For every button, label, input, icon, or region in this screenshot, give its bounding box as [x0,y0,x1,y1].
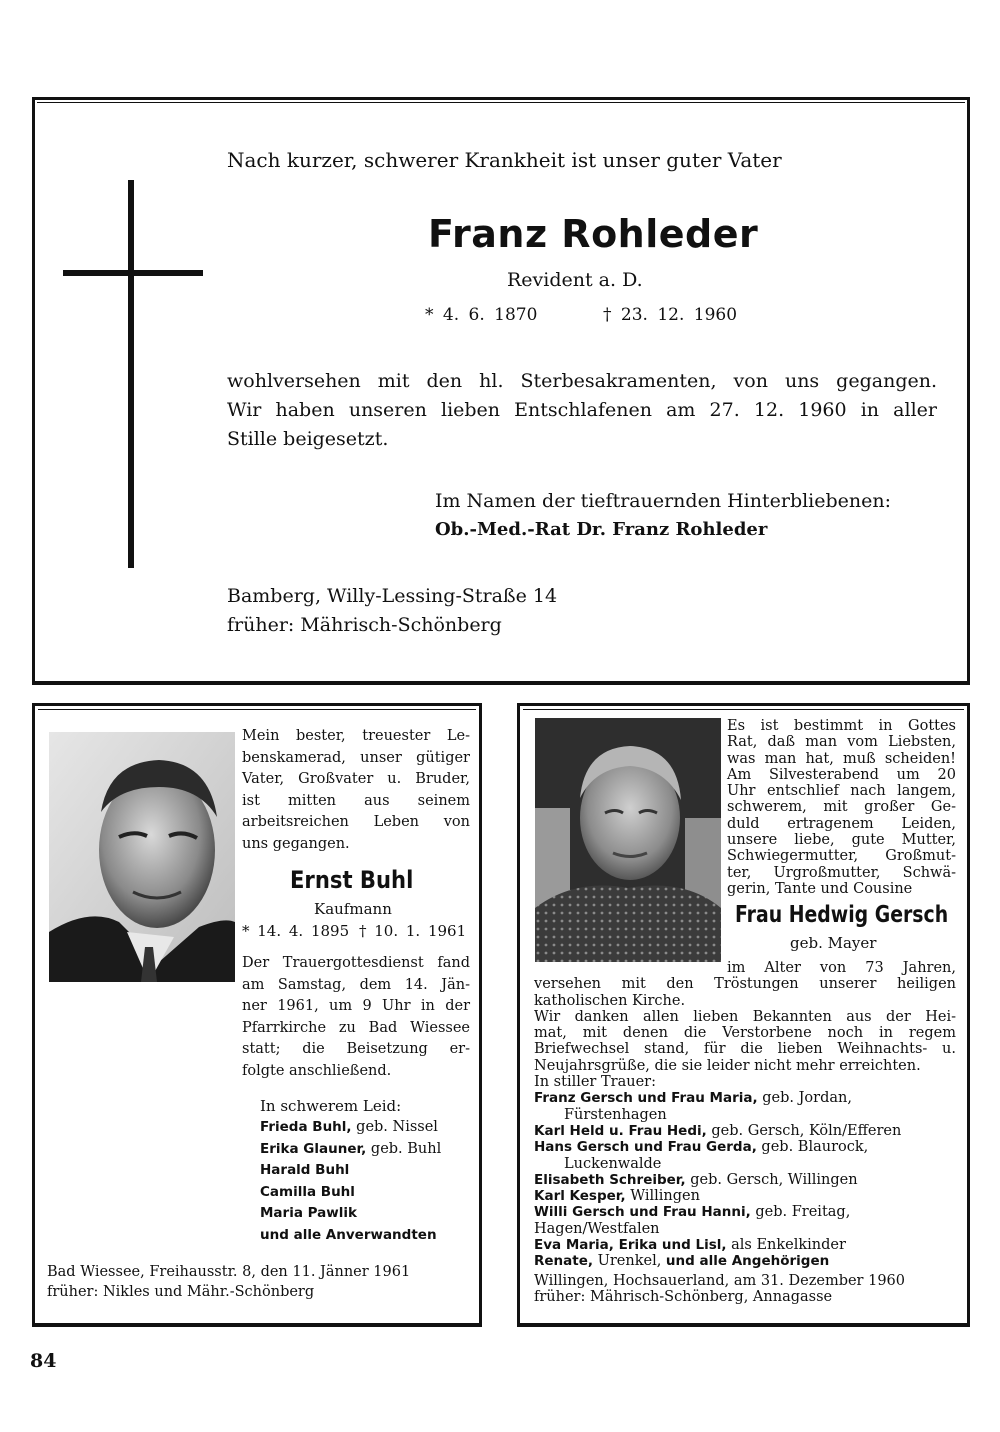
footer-line: früher: Nikles und Mähr.-Schönberg [47,1284,315,1300]
text-line: ner 1961, um 9 Uhr in der [242,998,470,1014]
text-line: Uhr entschlief nach langem, [727,783,956,800]
mourner-entry: Renate, Urenkel, und alle Angehörigen [534,1253,830,1270]
text-line: Rat, daß man vom Liebsten, [727,734,956,751]
behalf-line: Im Namen der tieftrauernden Hinterbliebenen: [435,490,892,512]
text-line: mat, mit denen die Verstorbene noch in regem [534,1025,956,1042]
right-body-paragraph [534,960,956,1305]
mourner-entry: Elisabeth Schreiber, geb. Gersch, Willingen [534,1171,858,1188]
text-line: schwerem, mit großer Ge- [727,799,956,816]
deceased-name: Frau Hedwig Gersch [735,902,949,928]
text-line: Briefwechsel stand, für die lieben Weihnachts- u. [534,1041,956,1058]
page-number: 84 [30,1350,57,1372]
deceased-title: Revident a. D. [507,269,643,291]
mourner-entry: Luckenwalde [564,1155,662,1172]
text-line: gerin, Tante und Cousine [727,880,913,897]
text-line: katholischen Kirche. [534,992,686,1009]
mourner-entry: und alle Anverwandten [260,1226,437,1243]
text-line: versehen mit den Tröstungen unserer heiligen [534,976,956,993]
birth-date: * 14. 4. 1895 [242,922,350,940]
top-body-line: Wir haben unseren lieben Entschlafenen am 27. 12. 1960 in aller [227,399,937,421]
text-line: arbeitsreichen Leben von [242,814,470,830]
text-line: folgte anschließend. [242,1062,392,1079]
text-line: Mein bester, treuester Le- [242,728,470,744]
deceased-name: Franz Rohleder [428,212,759,256]
grief-heading: In schwerem Leid: [260,1097,402,1115]
mourner-entry: Frieda Buhl, geb. Nissel [260,1119,438,1135]
text-line: uns gegangen. [242,835,350,852]
text-line: ter, Urgroßmutter, Schwä- [727,864,956,881]
death-date: † 23. 12. 1960 [603,305,738,325]
left-intro-paragraph [242,726,470,855]
maiden-name: geb. Mayer [790,934,877,952]
signer-name: Ob.-Med.-Rat Dr. Franz Rohleder [435,519,768,540]
left-footer [47,1262,472,1302]
cross-vertical-bar [128,180,134,568]
text-line: am Samstag, dem 14. Jän- [242,976,470,993]
text-line: Schwiegermutter, Großmut- [727,848,956,865]
text-line: benskamerad, unser gütiger [242,749,470,766]
mourner-entry: Camilla Buhl [260,1183,355,1200]
mourner-entry: Fürstenhagen [564,1106,667,1123]
text-line: Es ist bestimmt in Gottes [727,718,956,734]
deceased-name: Ernst Buhl [290,866,414,894]
portrait-photo-woman [535,718,721,962]
text-line: statt; die Beisetzung er- [242,1041,470,1057]
mourner-entry: Erika Glauner, geb. Buhl [260,1140,442,1157]
mourners-list [260,1117,441,1246]
deceased-occupation: Kaufmann [314,900,392,918]
mourner-entry: Hans Gersch und Frau Gerda, geb. Blaurock, [534,1139,869,1156]
mourner-entry: Willi Gersch und Frau Hanni, geb. Freitag, [534,1204,851,1221]
top-body-line: Stille beigesetzt. [227,428,389,450]
portrait-photo-man [49,732,235,982]
mourner-entry: Maria Pawlik [260,1205,357,1221]
text-line: Pfarrkirche zu Bad Wiessee [242,1019,470,1036]
text-line: Neujahrsgrüße, die sie leider nicht mehr erreichten. [534,1057,921,1074]
cross-horizontal-bar [63,270,203,276]
funeral-service-paragraph [242,953,470,1082]
mourner-entry: Franz Gersch und Frau Maria, geb. Jordan, [534,1090,852,1107]
previous-address-line: früher: Mährisch-Schönberg [227,614,502,636]
footer-line: Bad Wiessee, Freihausstr. 8, den 11. Jänner 1961 [47,1264,411,1280]
text-line: im Alter von 73 Jahren, [727,960,956,976]
top-intro-text: Nach kurzer, schwerer Krankheit ist unser guter Vater [227,148,782,172]
text-line: Vater, Großvater u. Bruder, [242,771,470,787]
text-line: In stiller Trauer: [534,1074,656,1091]
birth-date: * 4. 6. 1870 [425,305,538,325]
text-line: ist mitten aus seinem [242,792,470,809]
text-line: unsere liebe, gute Mutter, [727,832,956,849]
mourner-entry: Eva Maria, Erika und Lisl, als Enkelkinder [534,1237,846,1254]
mourner-entry: Karl Held u. Frau Hedi, geb. Gersch, Köln/Efferen [534,1122,902,1139]
text-line: Wir danken allen lieben Bekannten aus der Hei- [534,1008,956,1025]
death-date: † 10. 1. 1961 [359,922,467,940]
text-line: was man hat, muß scheiden! [727,750,956,767]
address-line: Bamberg, Willy-Lessing-Straße 14 [227,585,558,607]
mourner-entry: Harald Buhl [260,1162,350,1178]
text-line: Der Trauergottesdienst fand [242,955,470,971]
text-line: duld ertragenem Leiden, [727,815,956,832]
text-line: Am Silvesterabend um 20 [727,766,956,783]
mourner-entry: Karl Kesper, Willingen [534,1188,700,1205]
mourner-entry: Hagen/Westfalen [534,1220,660,1237]
top-body-line: wohlversehen mit den hl. Sterbesakramenten, von uns gegangen. [227,370,937,392]
right-intro-paragraph [727,718,956,897]
footer-line: Willingen, Hochsauerland, am 31. Dezember 1960 [534,1272,906,1289]
footer-line: früher: Mährisch-Schönberg, Annagasse [534,1288,833,1305]
